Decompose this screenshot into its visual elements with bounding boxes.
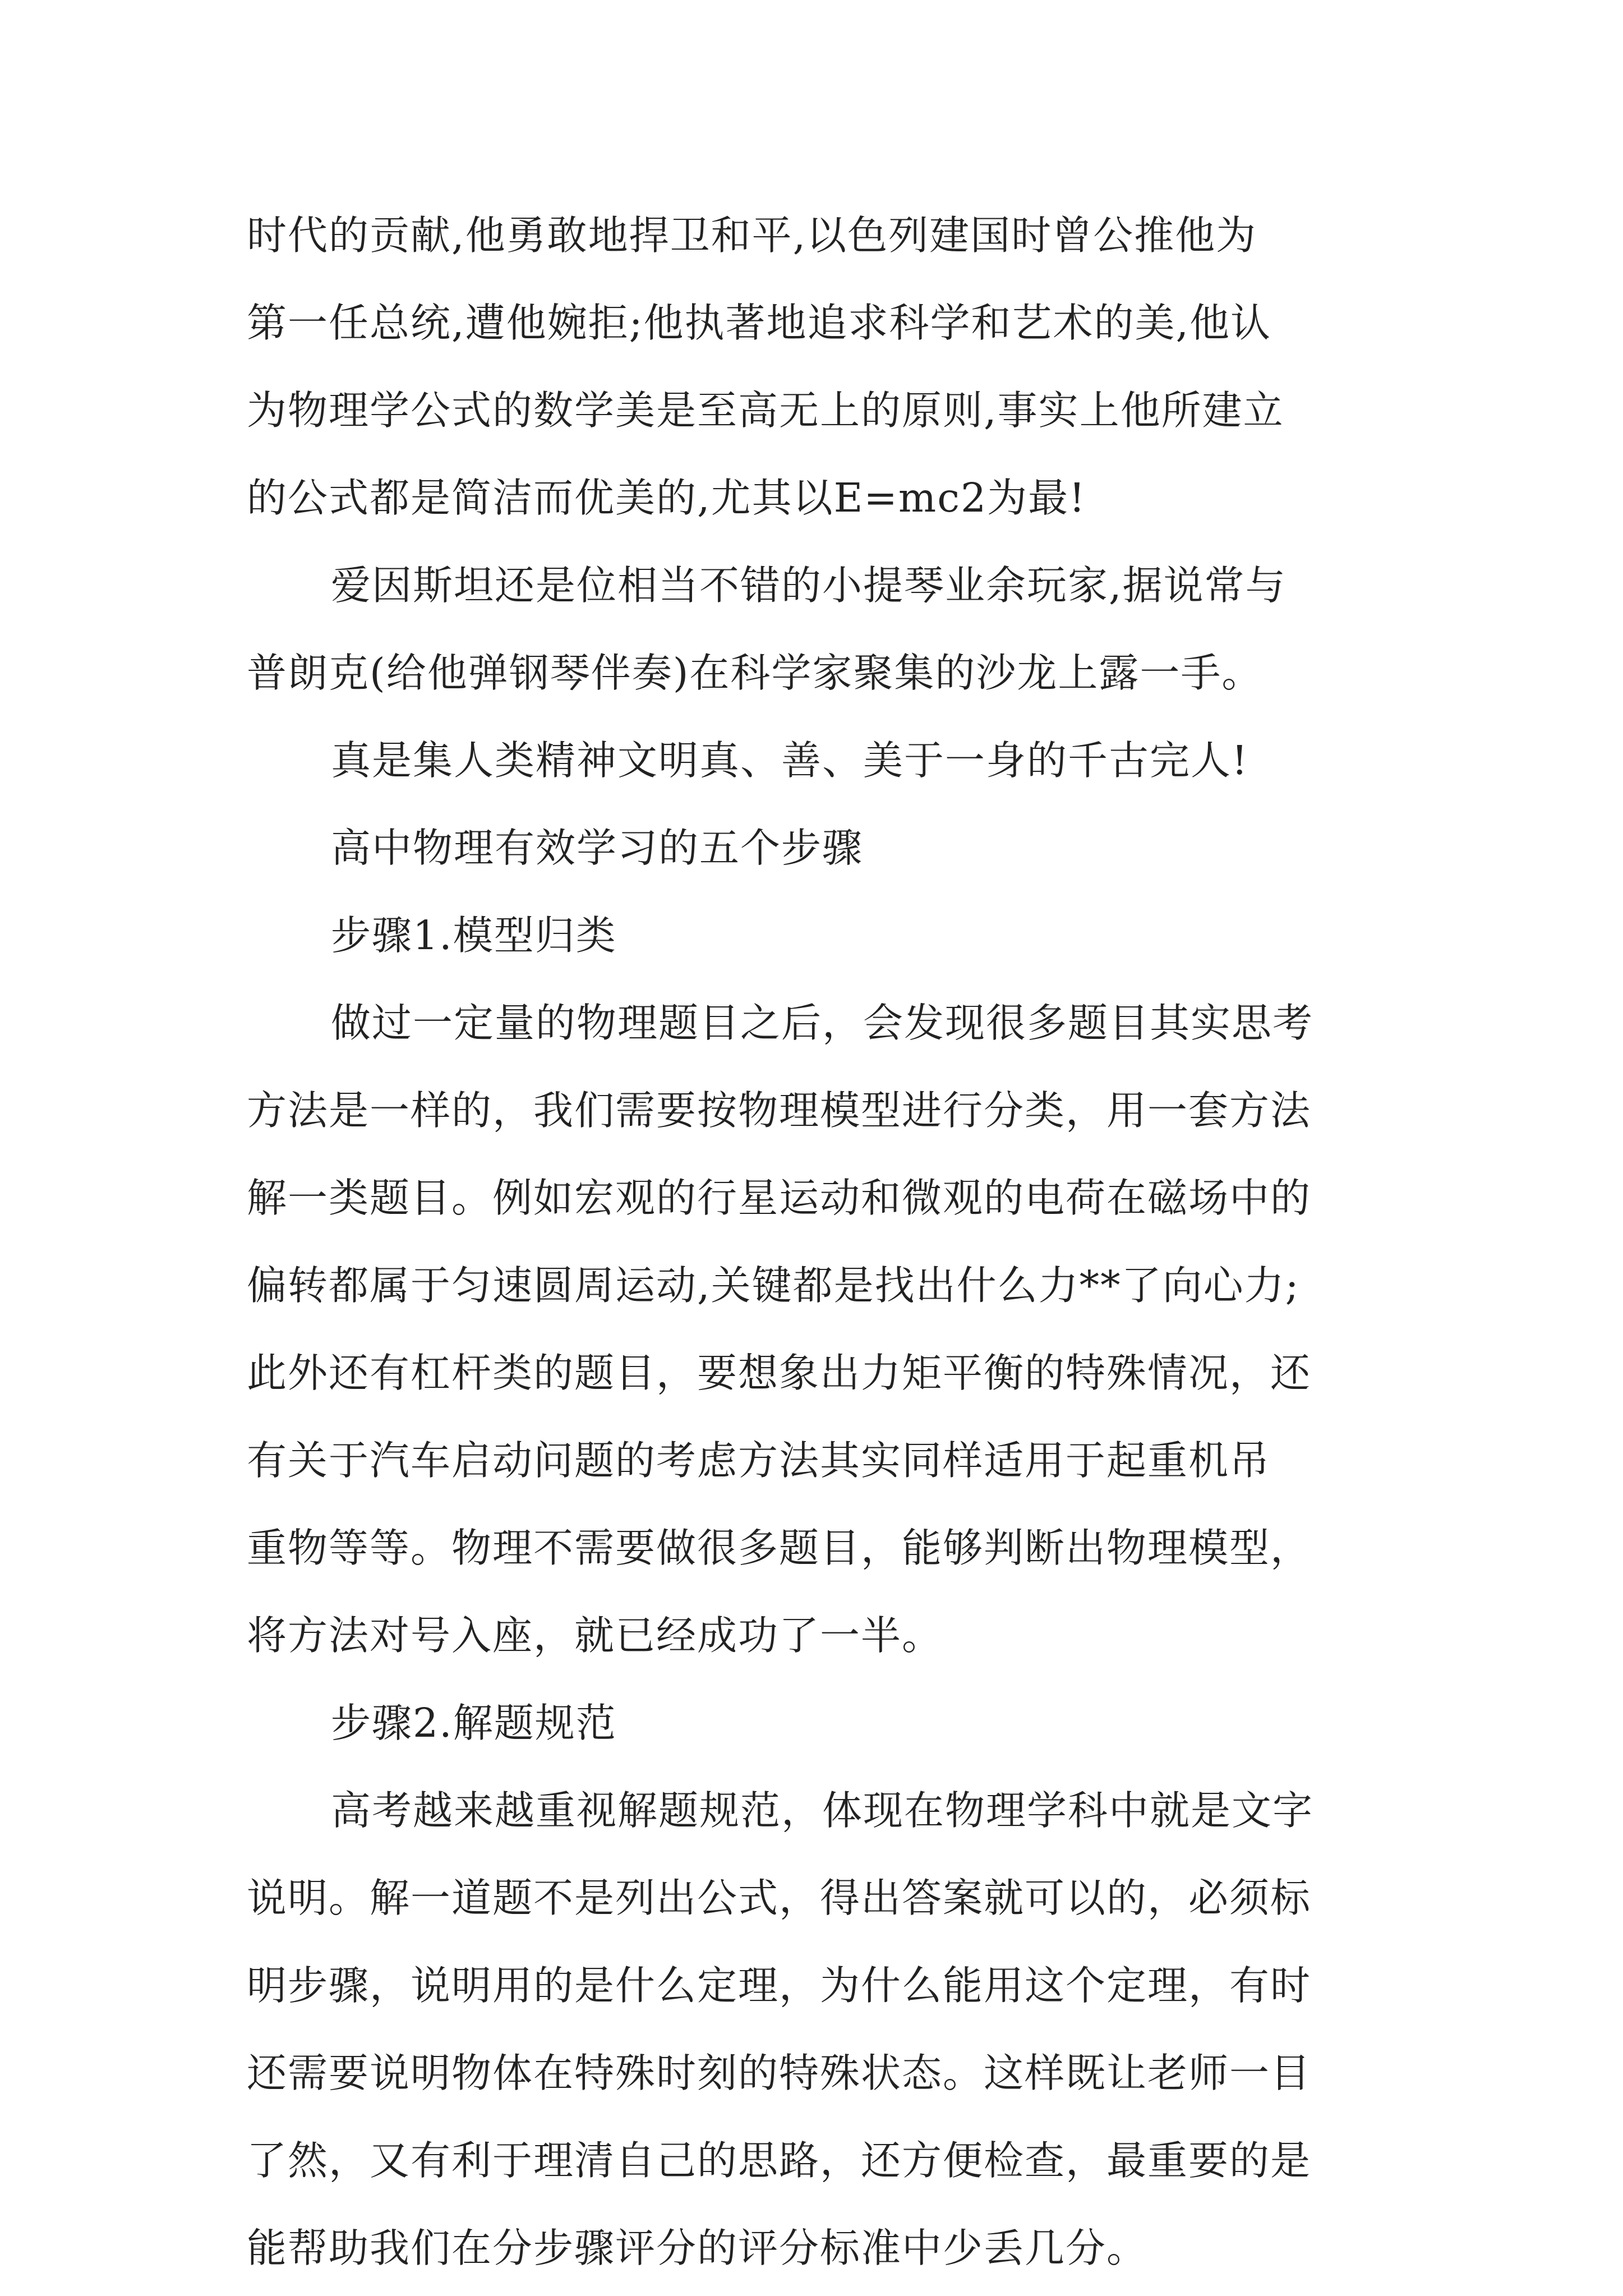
- text-line: 普朗克(给他弹钢琴伴奏)在科学家聚集的沙龙上露一手。: [247, 650, 1263, 696]
- paragraph-line: 高考越来越重视解题规范，体现在物理学科中就是文字: [331, 1787, 1314, 1834]
- text-line: 第一任总统,遭他婉拒;他执著地追求科学和艺术的美,他认: [247, 300, 1272, 346]
- text-line: 有关于汽车启动问题的考虑方法其实同样适用于起重机吊: [247, 1437, 1271, 1484]
- text-line: 偏转都属于匀速圆周运动,关键都是找出什么力**了向心力;: [247, 1262, 1300, 1309]
- paragraph-line: 做过一定量的物理题目之后，会发现很多题目其实思考: [331, 1000, 1314, 1046]
- step-heading: 步骤1.模型归类: [331, 912, 617, 959]
- text-line: 重物等等。物理不需要做很多题目，能够判断出物理模型，: [247, 1525, 1312, 1571]
- text-line: 能帮助我们在分步骤评分的评分标准中少丢几分。: [247, 2225, 1148, 2271]
- text-line: 说明。解一道题不是列出公式，得出答案就可以的，必须标: [247, 1875, 1312, 1921]
- text-line: 时代的贡献,他勇敢地捍卫和平,以色列建国时曾公推他为: [247, 212, 1257, 259]
- paragraph-line: 真是集人类精神文明真、善、美于一身的千古完人!: [331, 737, 1249, 784]
- text-line: 方法是一样的，我们需要按物理模型进行分类，用一套方法: [247, 1087, 1312, 1134]
- text-line: 的公式都是简洁而优美的,尤其以E=mc2为最!: [247, 475, 1086, 521]
- paragraph-line: 爱因斯坦还是位相当不错的小提琴业余玩家,据说常与: [331, 562, 1287, 609]
- step-heading: 步骤2.解题规范: [331, 1700, 617, 1746]
- text-line: 将方法对号入座，就已经成功了一半。: [247, 1612, 943, 1659]
- text-line: 还需要说明物体在特殊时刻的特殊状态。这样既让老师一目: [247, 2050, 1312, 2096]
- text-line: 为物理学公式的数学美是至高无上的原则,事实上他所建立: [247, 387, 1284, 434]
- text-line: 解一类题目。例如宏观的行星运动和微观的电荷在磁场中的: [247, 1175, 1312, 1221]
- text-line: 了然，又有利于理清自己的思路，还方便检查，最重要的是: [247, 2137, 1312, 2184]
- text-line: 此外还有杠杆类的题目，要想象出力矩平衡的特殊情况，还: [247, 1350, 1312, 1396]
- section-heading: 高中物理有效学习的五个步骤: [331, 825, 864, 871]
- text-line: 明步骤，说明用的是什么定理，为什么能用这个定理，有时: [247, 1962, 1312, 2009]
